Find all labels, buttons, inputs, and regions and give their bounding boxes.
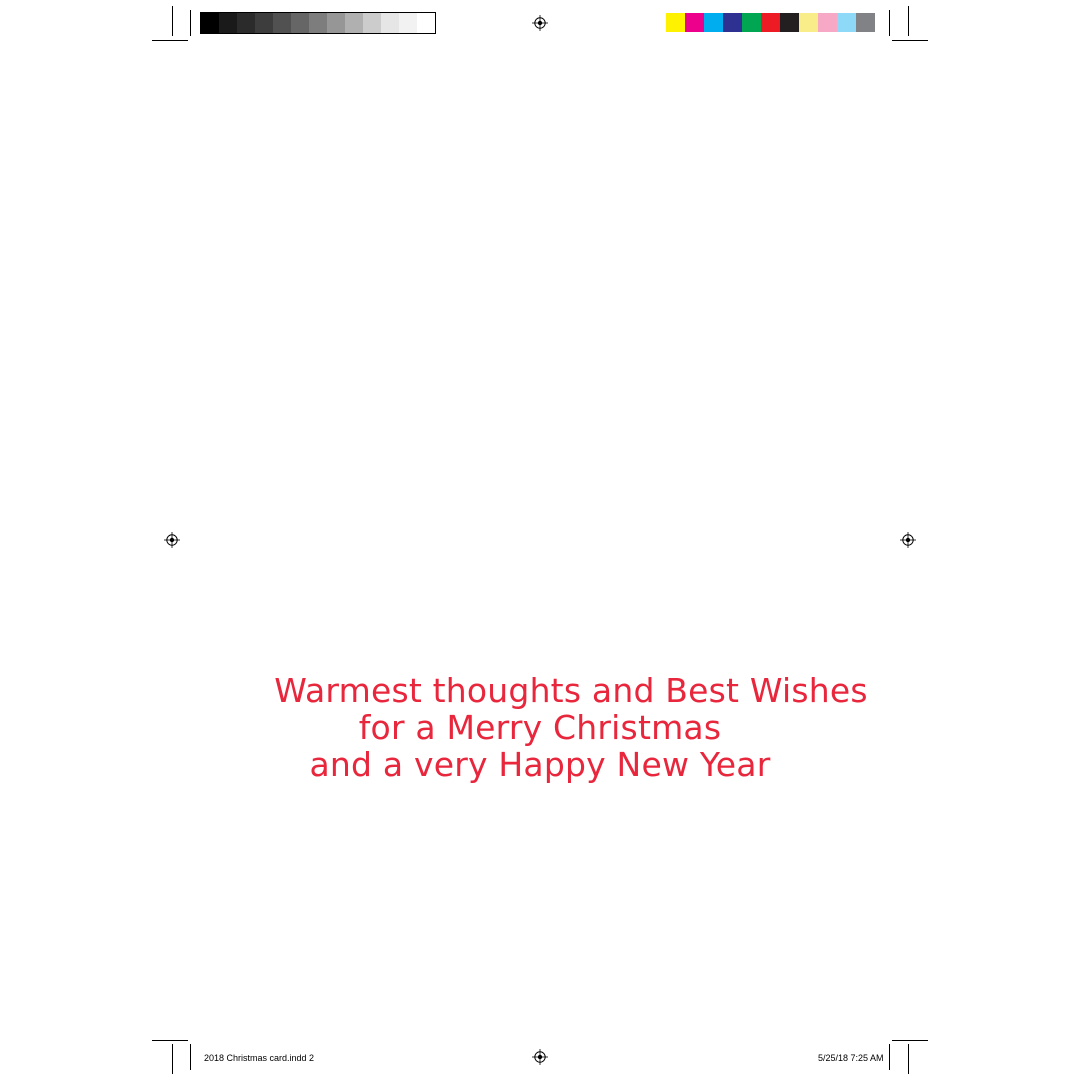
gray-swatch — [363, 13, 381, 33]
trim-mark-bottom-left-inner — [190, 1044, 191, 1070]
gray-swatch — [345, 13, 363, 33]
color-swatch-light-cyan — [837, 13, 856, 32]
crop-mark-top-left-vertical — [172, 6, 173, 36]
gray-swatch — [219, 13, 237, 33]
registration-target-right — [900, 532, 916, 548]
trim-mark-top-left-inner — [190, 10, 191, 36]
trim-mark-top-right-inner — [889, 10, 890, 36]
crop-mark-bottom-left-vertical — [172, 1044, 173, 1074]
gray-swatch — [255, 13, 273, 33]
greeting-line-2: for a Merry Christmas — [358, 708, 722, 747]
color-swatch-blue — [723, 13, 742, 32]
color-swatch-black — [780, 13, 799, 32]
slug-timestamp: 5/25/18 7:25 AM — [818, 1053, 884, 1063]
crop-mark-top-right-horizontal — [892, 40, 928, 41]
color-swatch-red — [761, 13, 780, 32]
gray-swatch — [381, 13, 399, 33]
color-swatch-light-magenta — [818, 13, 837, 32]
cmyk-color-bar — [666, 13, 875, 32]
grayscale-step-wedge — [200, 12, 436, 34]
crop-mark-bottom-right-horizontal — [892, 1040, 928, 1041]
gray-swatch — [417, 13, 435, 33]
crop-mark-top-right-vertical — [908, 6, 909, 36]
crop-mark-top-left-horizontal — [152, 40, 188, 41]
gray-swatch — [201, 13, 219, 33]
crop-mark-bottom-left-horizontal — [152, 1040, 188, 1041]
greeting-message — [0, 672, 1080, 783]
color-swatch-cyan — [704, 13, 723, 32]
color-swatch-gray — [856, 13, 875, 32]
gray-swatch — [327, 13, 345, 33]
color-swatch-light-yellow — [799, 13, 818, 32]
registration-target-left — [164, 532, 180, 548]
color-swatch-magenta — [685, 13, 704, 32]
registration-target-bottom — [532, 1049, 548, 1065]
greeting-line-3: and a very Happy New Year — [309, 745, 771, 784]
gray-swatch — [237, 13, 255, 33]
slug-filename: 2018 Christmas card.indd 2 — [204, 1053, 315, 1063]
gray-swatch — [309, 13, 327, 33]
gray-swatch — [399, 13, 417, 33]
trim-mark-bottom-right-inner — [889, 1044, 890, 1070]
color-swatch-yellow — [666, 13, 685, 32]
registration-target-top — [532, 15, 548, 31]
gray-swatch — [291, 13, 309, 33]
crop-mark-bottom-right-vertical — [908, 1044, 909, 1074]
color-swatch-green — [742, 13, 761, 32]
greeting-line-1: Warmest thoughts and Best Wishes — [274, 671, 868, 710]
gray-swatch — [273, 13, 291, 33]
